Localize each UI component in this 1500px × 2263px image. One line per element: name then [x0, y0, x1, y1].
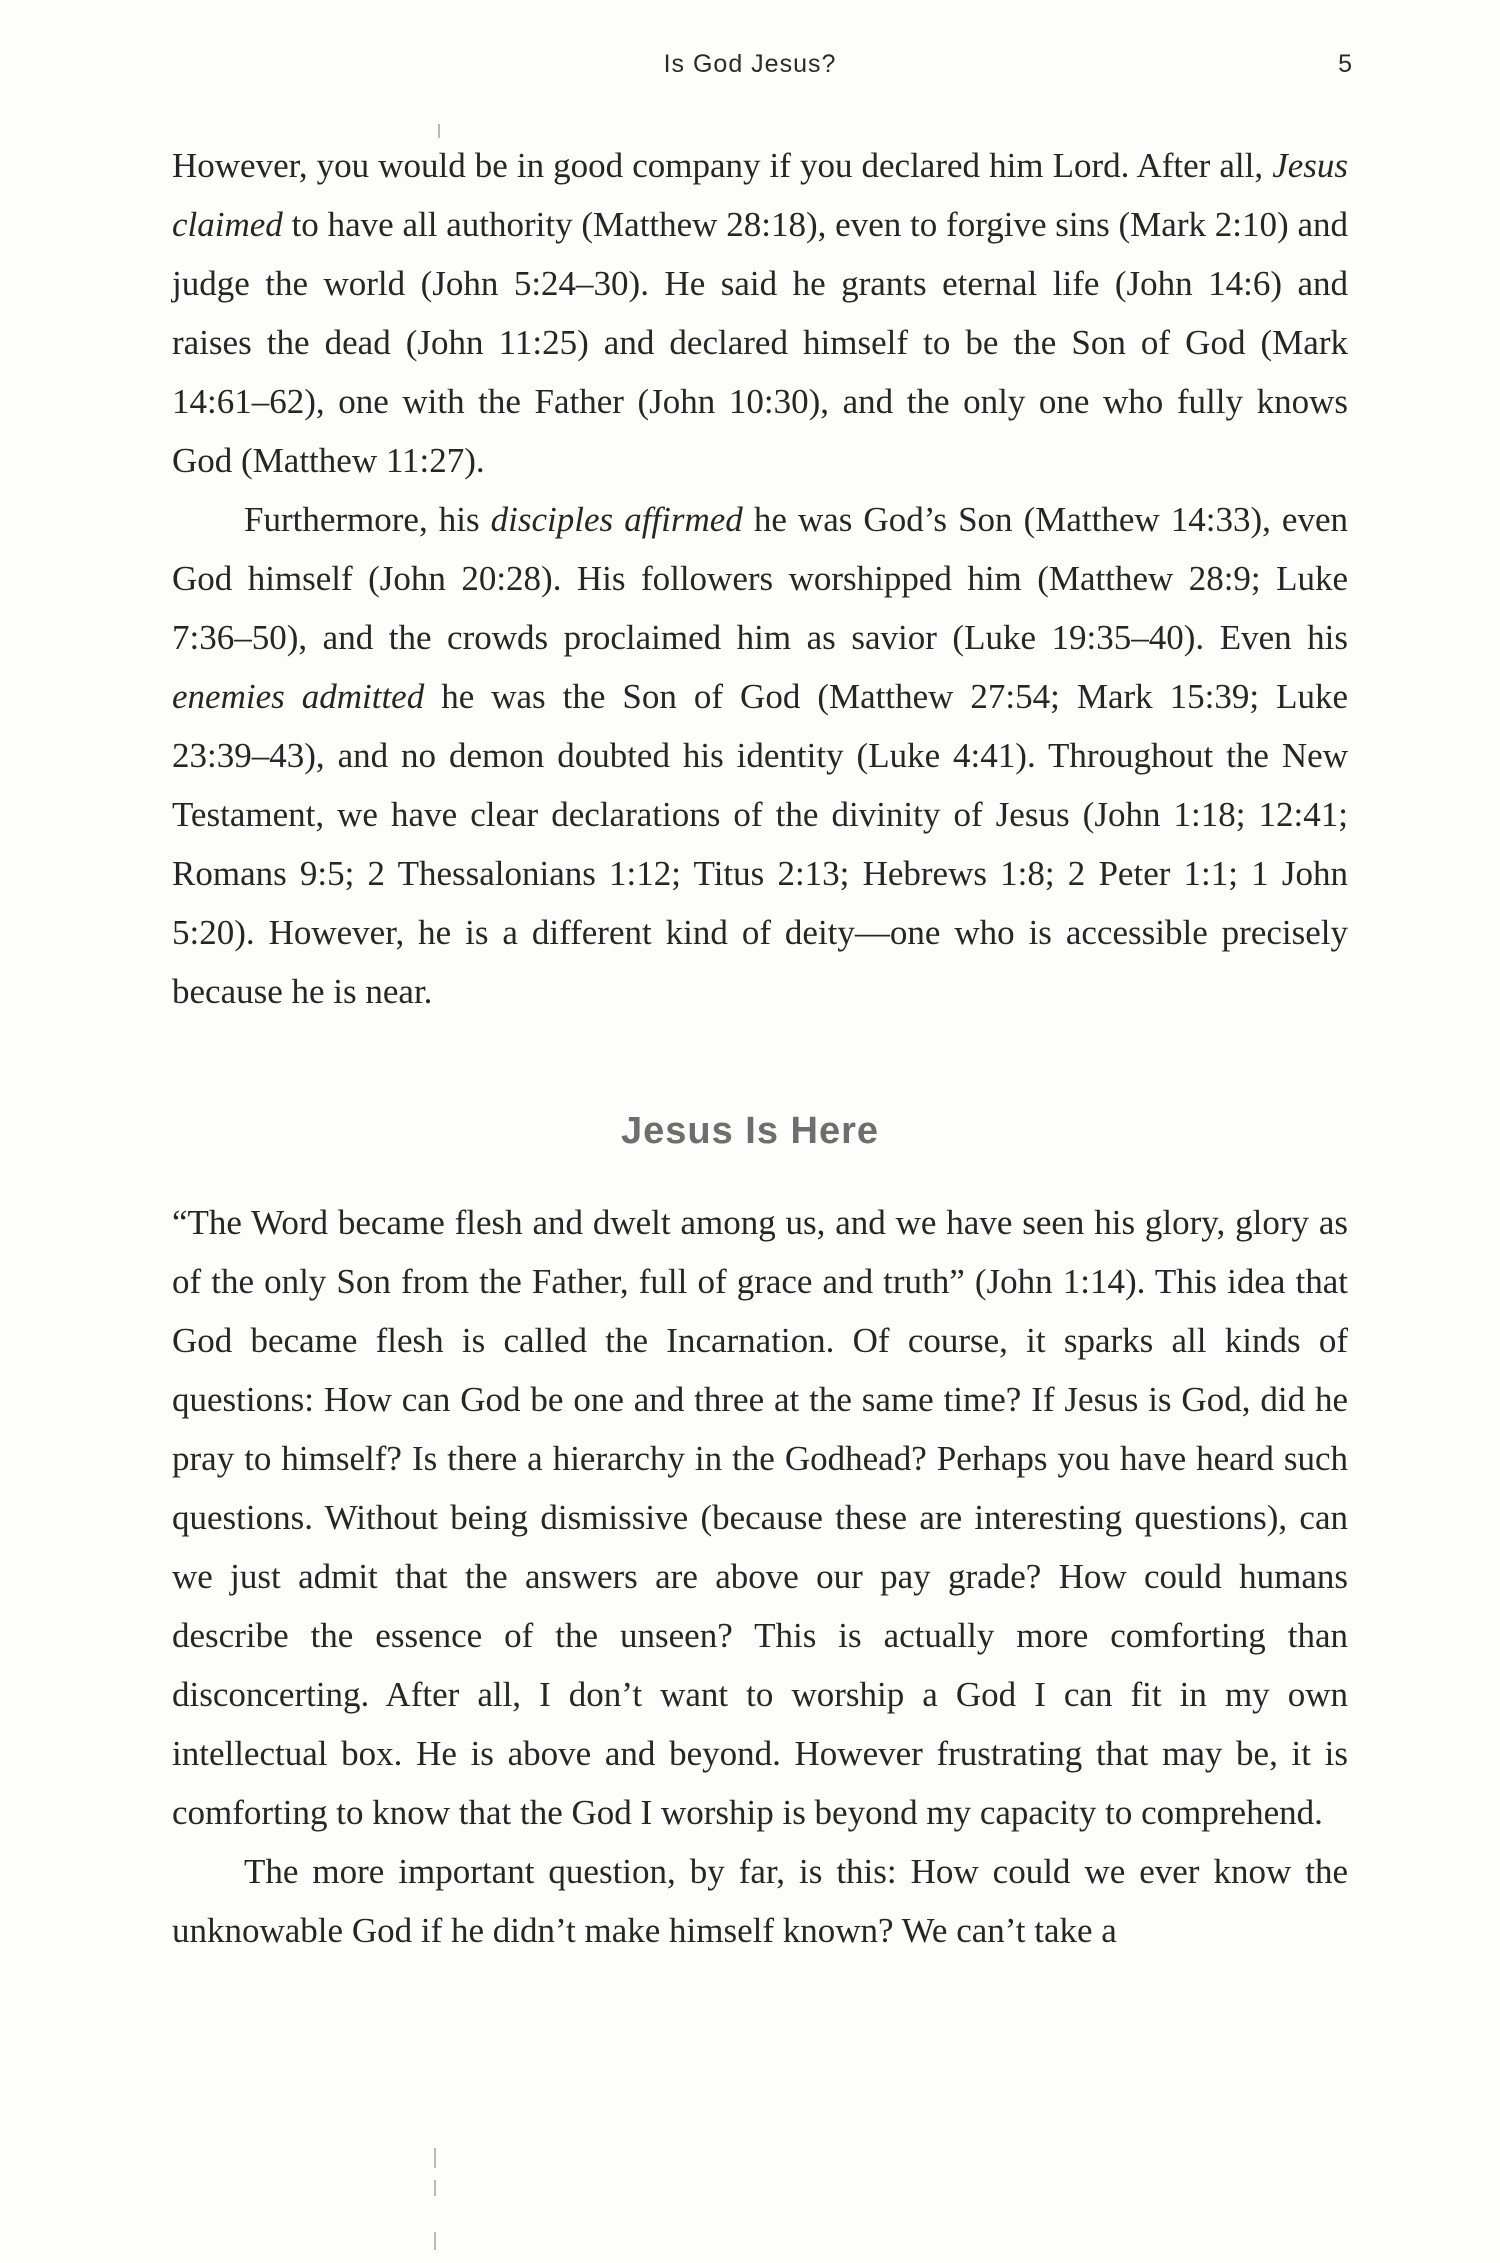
paragraph: “The Word became flesh and dwelt among us, and we have seen his glory, glory as of the only Son from the Father, full of grace and truth” (John 1:14). This idea that God became flesh is called the Incarnation. Of course, it sparks all kinds of questions: How can God be one and three at the same time? If Jesus is God, did he pray to himself? Is there a hierarchy in the Godhead? Perhaps you have heard such questions. Without being dismissive (because these are interesting questions), can we just admit that the answers are above our pay grade? How could humans describe the essence of the unseen? This is actually more comforting than disconcerting. After all, I don’t want to worship a God I can fit in my own intellectual box. He is above and beyond. However frustrating that may be, it is comforting to know that the God I worship is beyond my capacity to comprehend. — [172, 1203, 1348, 1832]
paragraph — [172, 136, 1348, 490]
paragraph-text: However, you would be in good company if you declared him Lord. After all, — [172, 146, 1273, 185]
paragraph-text: he was the Son of God (Matthew 27:54; Mark 15:39; Luke 23:39–43), and no demon doubted his identity (Luke 4:41). Throughout the New Testament, we have clear declarations of the divinity of Jesus (John 1:18; 12:41; Romans 9:5; 2 Thessalonians 1:12; Titus 2:13; Hebrews 1:8; 2 Peter 1:1; 1 John 5:20). However, he is a different kind of deity—one who is accessible precisely because he is near. — [172, 677, 1349, 1011]
scan-artifact-mark — [438, 124, 440, 138]
page-number: 5 — [1338, 50, 1352, 78]
emphasis-text: Jesus claimed — [172, 146, 1348, 244]
scan-artifact-mark — [434, 2180, 436, 2196]
paragraph-text: he was God’s Son (Matthew 14:33), even God himself (John 20:28). His followers worshipped him (Matthew 28:9; Luke 7:36–50), and the crowds proclaimed him as savior (Luke 19:35–40). Even his — [172, 500, 1348, 657]
running-head — [0, 44, 1500, 84]
section-heading: Jesus Is Here — [620, 1110, 880, 1152]
body-text-block-1 — [172, 136, 1348, 1021]
body-text-block-2 — [172, 1193, 1348, 1960]
scan-artifact-mark — [434, 2232, 436, 2250]
paragraph-text: to have all authority (Matthew 28:18), even to forgive sins (Mark 2:10) and judge the world (John 5:24–30). He said he grants eternal life (John 14:6) and raises the dead (John 11:25) and declared himself to be the Son of God (Mark 14:61–62), one with the Father (John 10:30), and the only one who fully knows God (Matthew 11:27). — [172, 205, 1348, 480]
paragraph: The more important question, by far, is this: How could we ever know the unknowable God if he didn’t make himself known? We can’t take a — [172, 1852, 1348, 1950]
emphasis-text: disciples affirmed — [490, 500, 743, 539]
scan-artifact-mark — [434, 2148, 436, 2168]
running-head-title: Is God Jesus? — [663, 50, 837, 78]
paragraph-text: Furthermore, his — [244, 500, 491, 539]
emphasis-text: enemies admitted — [172, 677, 425, 716]
paragraph — [172, 490, 1348, 1021]
